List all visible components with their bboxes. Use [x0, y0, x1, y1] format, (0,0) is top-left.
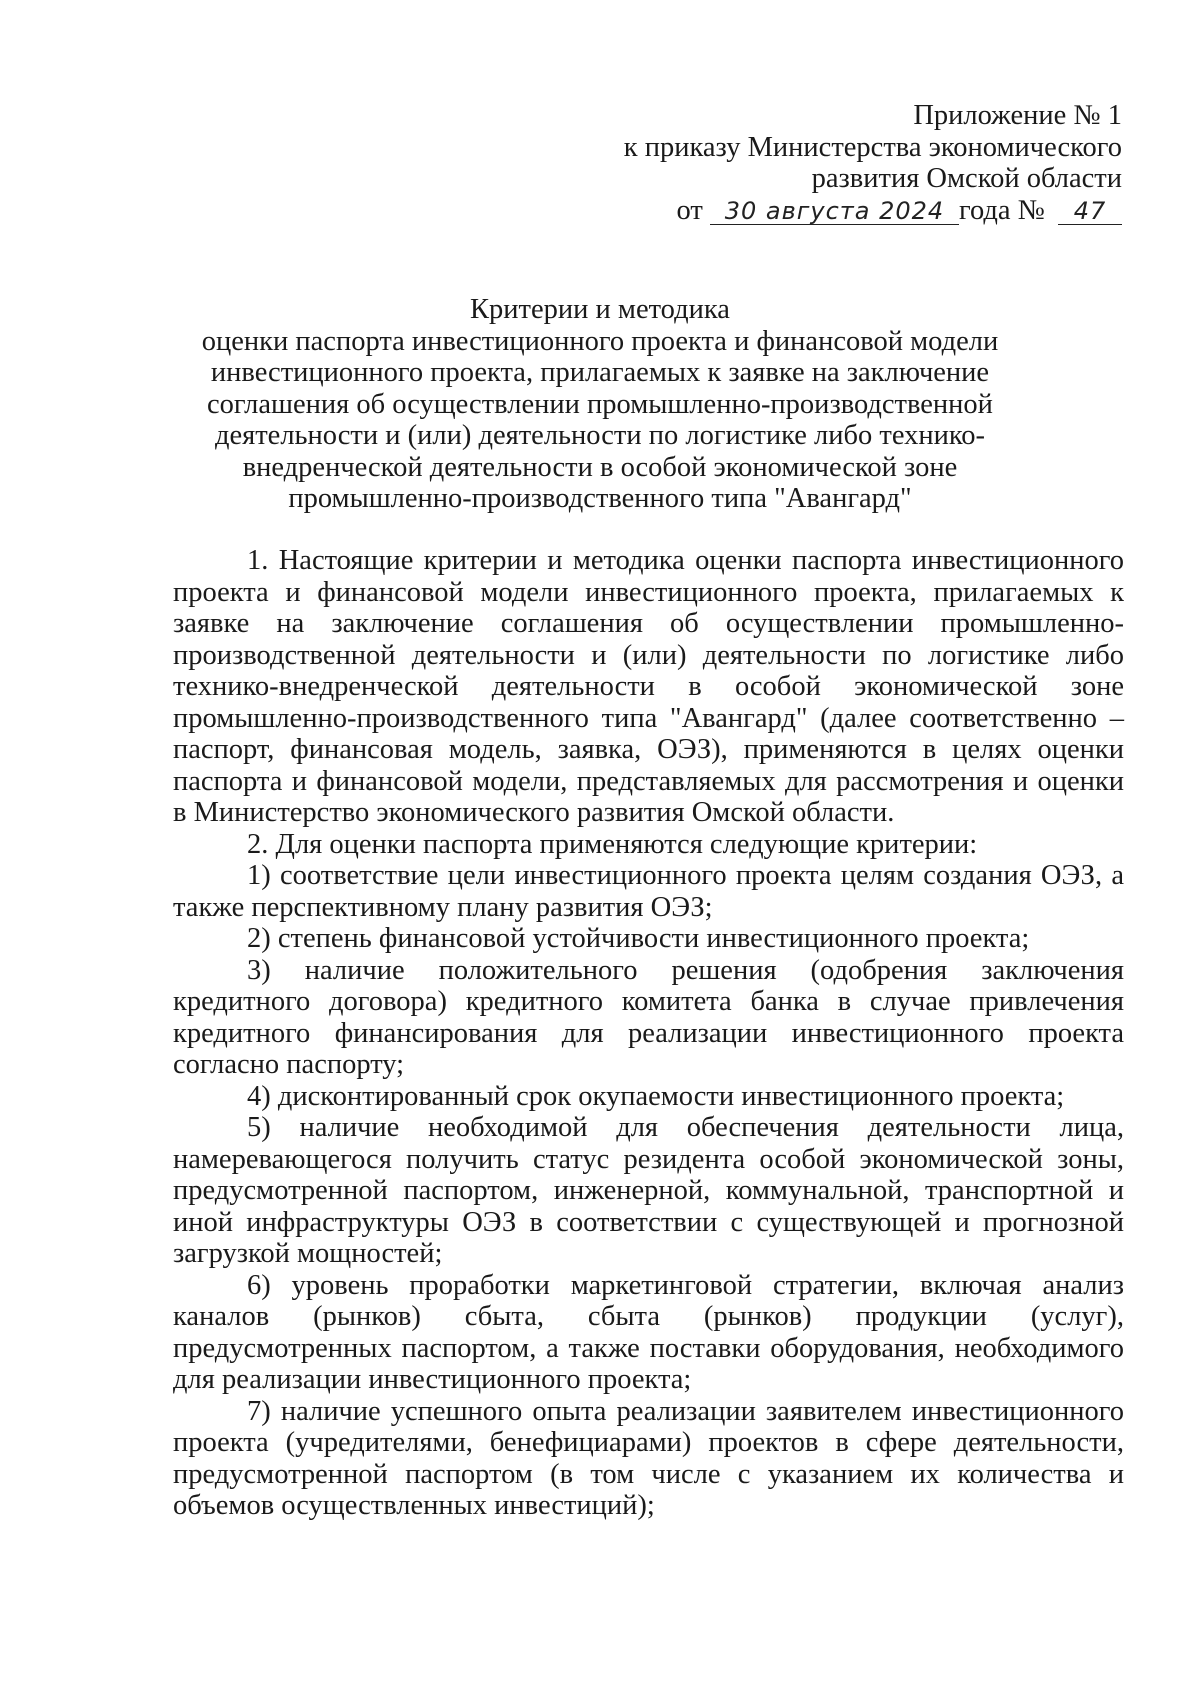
title-line: оценки паспорта инвестиционного проекта и финансовой модели — [201, 325, 999, 357]
title-line: соглашения об осуществлении промышленно-производственной — [207, 388, 993, 420]
title-line: внедренческой деятельности в особой экономической зоне — [242, 451, 958, 483]
order-reference: к приказу Министерства экономического — [623, 131, 1122, 163]
year-number-label: года № — [958, 194, 1045, 226]
criterion-2: 2) степень финансовой устойчивости инвестиционного проекта; — [247, 923, 1030, 954]
title-line: деятельности и (или) деятельности по логистике либо технико- — [214, 420, 986, 451]
handwritten-date: 30 августа 2024 — [710, 198, 959, 225]
appendix-number: Приложение № 1 — [913, 100, 1122, 131]
title-line: промышленно-производственного типа "Авангард" — [288, 483, 912, 514]
paragraph-2: 2. Для оценки паспорта применяются следующие критерии: — [247, 828, 978, 860]
criterion-3: 3) наличие положительного решения (одобрения заключения кредитного договора) кредитного комитета банка в случае привлечения кредитного финансирования для реализации инвестиционного проекта согласно паспорту; — [173, 954, 1124, 1080]
order-date-line — [502, 195, 1122, 227]
title-line: инвестиционного проекта, прилагаемых к заявке на заключение — [210, 357, 990, 388]
criterion-6: 6) уровень проработки маркетинговой стратегии, включая анализ каналов (рынков) сбыта, сбыта (рынков) продукции (услуг), предусмотренных паспортом, а также поставки оборудования, необходимого для реализации инвестиционного проекта; — [173, 1269, 1124, 1395]
criterion-5: 5) наличие необходимой для обеспечения деятельности лица, намеревающегося получить статус резидента особой экономической зоны, предусмотренной паспортом, инженерной, коммунальной, транспортной и иной инфраструктуры ОЭЗ в соответствии с существующей и прогнозной загрузкой мощностей; — [173, 1112, 1124, 1269]
appendix-header — [502, 100, 1122, 226]
paragraph-1: 1. Настоящие критерии и методика оценки паспорта инвестиционного проекта и финансовой модели инвестиционного проекта, прилагаемых к заявке на заключение соглашения об осуществлении промышленно-производственной деятельности и (или) деятельности по логистике либо технико-внедренческой деятельности в особой экономической зоне промышленно-производственного типа "Авангард" (далее соответственно – паспорт, финансовая модель, заявка, ОЭЗ), применяются в целях оценки паспорта и финансовой модели, представляемых для рассмотрения и оценки в Министерство экономического развития Омской области. — [173, 545, 1124, 828]
title-line: Критерии и методика — [470, 294, 730, 325]
document-title — [150, 294, 1050, 515]
criterion-7: 7) наличие успешного опыта реализации заявителем инвестиционного проекта (учредителями, бенефициарами) проектов в сфере деятельности, предусмотренной паспортом (в том числе с указанием их количества и объемов осуществленных инвестиций); — [173, 1395, 1124, 1521]
criterion-1: 1) соответствие цели инвестиционного проекта целям создания ОЭЗ, а также перспективному плану развития ОЭЗ; — [173, 860, 1124, 923]
ministry-region: развития Омской области — [811, 163, 1122, 194]
document-body — [173, 545, 1124, 1522]
from-prefix: от — [676, 194, 703, 226]
criterion-4: 4) дисконтированный срок окупаемости инвестиционного проекта; — [247, 1080, 1065, 1112]
handwritten-order-number: 47 — [1058, 198, 1122, 225]
